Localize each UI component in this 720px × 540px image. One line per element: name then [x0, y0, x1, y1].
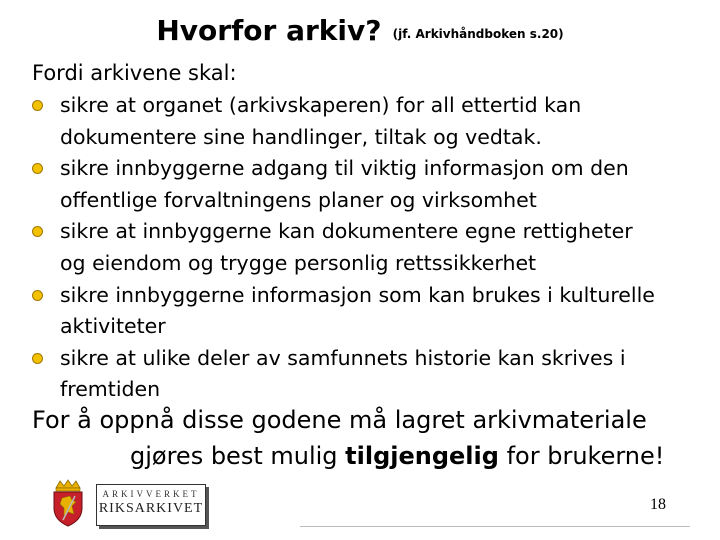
- title-reference: (jf. Arkivhåndboken s.20): [392, 27, 564, 41]
- bullet-item: [32, 343, 718, 406]
- bullet-dot-icon: [32, 353, 43, 364]
- logo-wordmark: [96, 484, 206, 526]
- bullet-list: [32, 90, 718, 406]
- bullet-item: [32, 280, 718, 343]
- slide-title: [0, 14, 720, 47]
- conclusion-text-before: gjøres best mulig: [130, 442, 346, 470]
- conclusion-emphasis: tilgjengelig: [345, 442, 499, 470]
- logo-bottom-text: RIKSARKIVET: [98, 501, 204, 516]
- bullet-item: [32, 90, 718, 153]
- bullet-item: [32, 216, 718, 279]
- footer-divider: [300, 526, 690, 527]
- bullet-line: aktiviteter: [60, 314, 166, 339]
- conclusion-text: [32, 402, 712, 474]
- bullet-dot-icon: [32, 163, 43, 174]
- bullet-line: sikre innbyggerne informasjon som kan brukes i kulturelle: [60, 282, 655, 307]
- arkivverket-logo: [48, 478, 208, 528]
- bullet-line: og eiendom og trygge personlig rettssikkerhet: [60, 250, 537, 275]
- bullet-line: sikre innbyggerne adgang til viktig informasjon om den: [60, 156, 629, 181]
- bullet-line: dokumentere sine handlinger, tiltak og vedtak.: [60, 124, 542, 149]
- conclusion-text-after: for brukerne!: [498, 442, 665, 470]
- logo-top-text: ARKIVVERKET: [102, 489, 200, 499]
- bullet-item: [32, 153, 718, 216]
- title-main: Hvorfor arkiv?: [156, 14, 382, 47]
- bullet-line: offentlige forvaltningens planer og virksomhet: [60, 187, 537, 212]
- bullet-line: sikre at organet (arkivskaperen) for all ettertid kan: [60, 93, 582, 117]
- bullet-dot-icon: [32, 290, 43, 301]
- bullet-line: fremtiden: [60, 377, 161, 402]
- norwegian-coat-of-arms-icon: [48, 478, 88, 528]
- bullet-line: sikre at innbyggerne kan dokumentere egne rettigheter: [60, 219, 633, 244]
- conclusion-line-2: [32, 438, 712, 474]
- bullet-line: sikre at ulike deler av samfunnets historie kan skrives i: [60, 345, 626, 370]
- intro-text: Fordi arkivene skal:: [32, 61, 237, 85]
- bullet-dot-icon: [32, 100, 43, 111]
- conclusion-line-1: For å oppnå disse godene må lagret arkivmateriale: [32, 406, 647, 434]
- page-number: 18: [650, 496, 666, 513]
- bullet-dot-icon: [32, 226, 43, 237]
